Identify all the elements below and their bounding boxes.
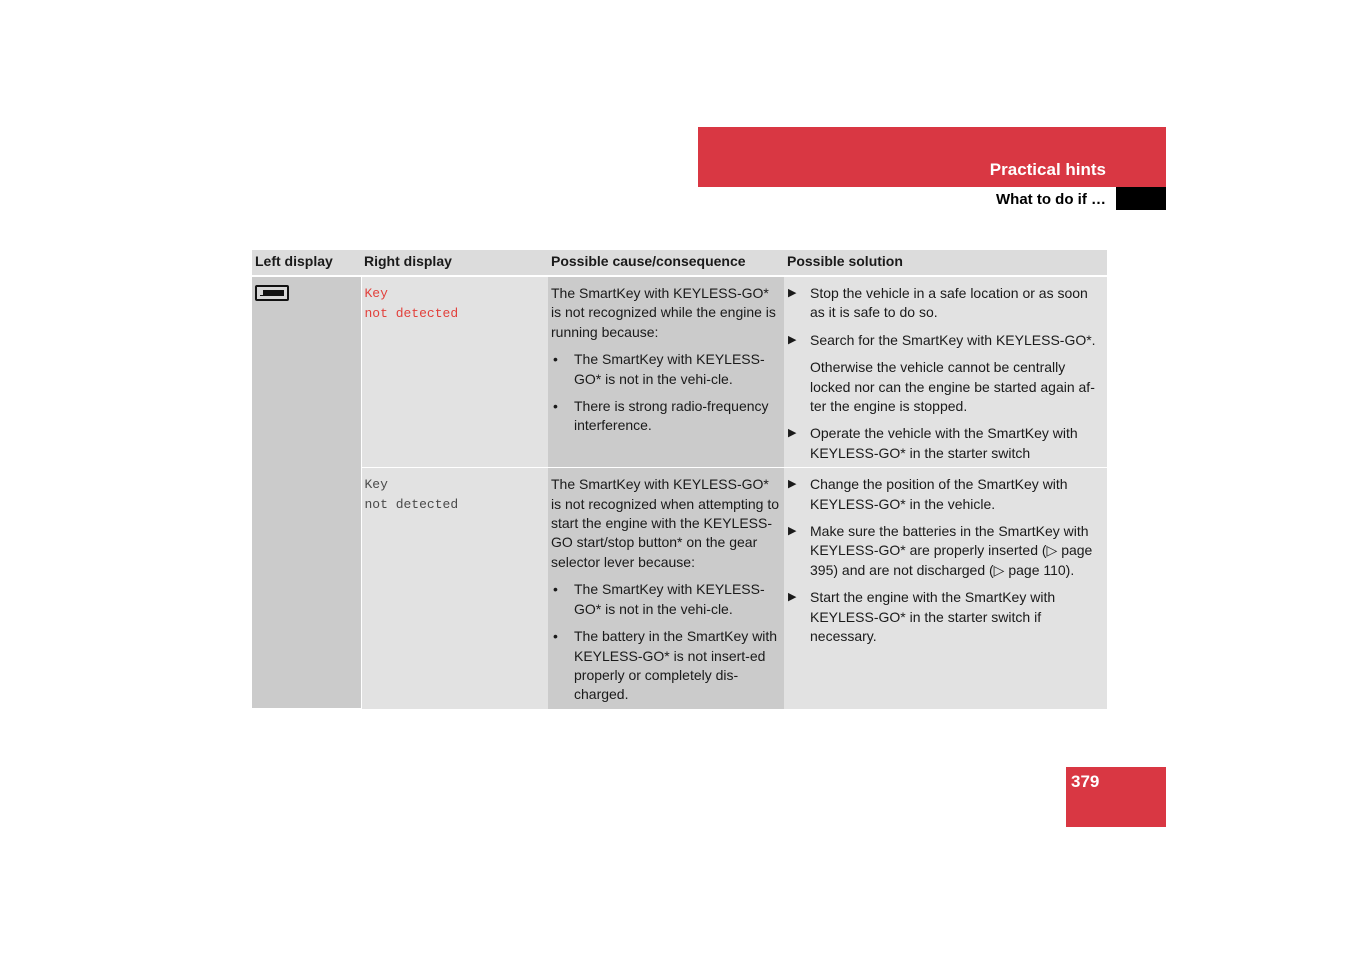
hints-table (252, 250, 1107, 709)
step-arrow-icon: ▶ (788, 591, 797, 604)
right-display-cell (361, 468, 548, 709)
display-message-line2: not detected (364, 497, 459, 513)
column-header-solution: Possible solution (784, 250, 1107, 276)
solution-cell (784, 276, 1107, 468)
solution-cell (784, 468, 1107, 709)
cause-bullet: • There is strong radio-frequency interference. (551, 397, 781, 436)
display-message-line2: not detected (364, 306, 459, 321)
section-title: Practical hints (989, 160, 1106, 179)
solution-step: ▶ Stop the vehicle in a safe location or as soon as it is safe to do so. (788, 285, 1088, 321)
key-display-icon (255, 285, 289, 301)
cause-cell (548, 468, 784, 709)
display-message-line1: Key (364, 286, 388, 301)
thumb-tab (1116, 187, 1166, 210)
display-message-line1: Key (364, 477, 388, 493)
cause-bullet: • The battery in the SmartKey with KEYLESS-GO* is not insert-ed properly or completely dis-charged. (551, 627, 781, 705)
table-header-row (252, 250, 1107, 276)
right-display-cell (361, 276, 548, 468)
column-header-right-display: Right display (361, 250, 548, 276)
table-row (252, 276, 1107, 468)
solution-step: ▶ Search for the SmartKey with KEYLESS-GO*. (787, 331, 1104, 350)
step-arrow-icon: ▶ (788, 525, 797, 538)
cause-bullet: • The SmartKey with KEYLESS-GO* is not in the vehi-cle. (551, 580, 781, 619)
table-row (252, 468, 1107, 709)
solution-step: ▶ Make sure the batteries in the SmartKey with KEYLESS-GO* are properly inserted (▷ page 395) and are not discharged (▷ page 110). (788, 523, 1093, 578)
solution-step: ▶ Operate the vehicle with the SmartKey with KEYLESS-GO* in the starter switch (788, 425, 1078, 461)
step-arrow-icon: ▶ (788, 333, 797, 346)
step-arrow-icon: ▶ (788, 427, 797, 440)
subsection-title: What to do if … (996, 191, 1106, 208)
solution-note: Otherwise the vehicle cannot be centrally locked nor can the engine be started again af-ter the engine is stopped. (810, 359, 1095, 415)
column-header-cause: Possible cause/consequence (548, 250, 784, 276)
left-display-cell (252, 276, 361, 709)
solution-step: ▶ Start the engine with the SmartKey with KEYLESS-GO* in the starter switch if necessary. (788, 589, 1056, 645)
cause-intro: The SmartKey with KEYLESS-GO* is not recognized when attempting to start the engine with the KEYLESS-GO start/stop button* on the gear selector lever because: (551, 476, 780, 570)
cause-bullet: • The SmartKey with KEYLESS-GO* is not in the vehi-cle. (551, 350, 781, 389)
column-header-left-display: Left display (252, 250, 361, 276)
cause-cell (548, 276, 784, 468)
solution-step: ▶ Change the position of the SmartKey with KEYLESS-GO* in the vehicle. (788, 476, 1068, 512)
page-number: 379 (1071, 772, 1100, 791)
step-arrow-icon: ▶ (788, 287, 797, 299)
cause-intro: The SmartKey with KEYLESS-GO* is not recognized while the engine is running because: (551, 285, 776, 340)
step-arrow-icon: ▶ (788, 478, 797, 491)
